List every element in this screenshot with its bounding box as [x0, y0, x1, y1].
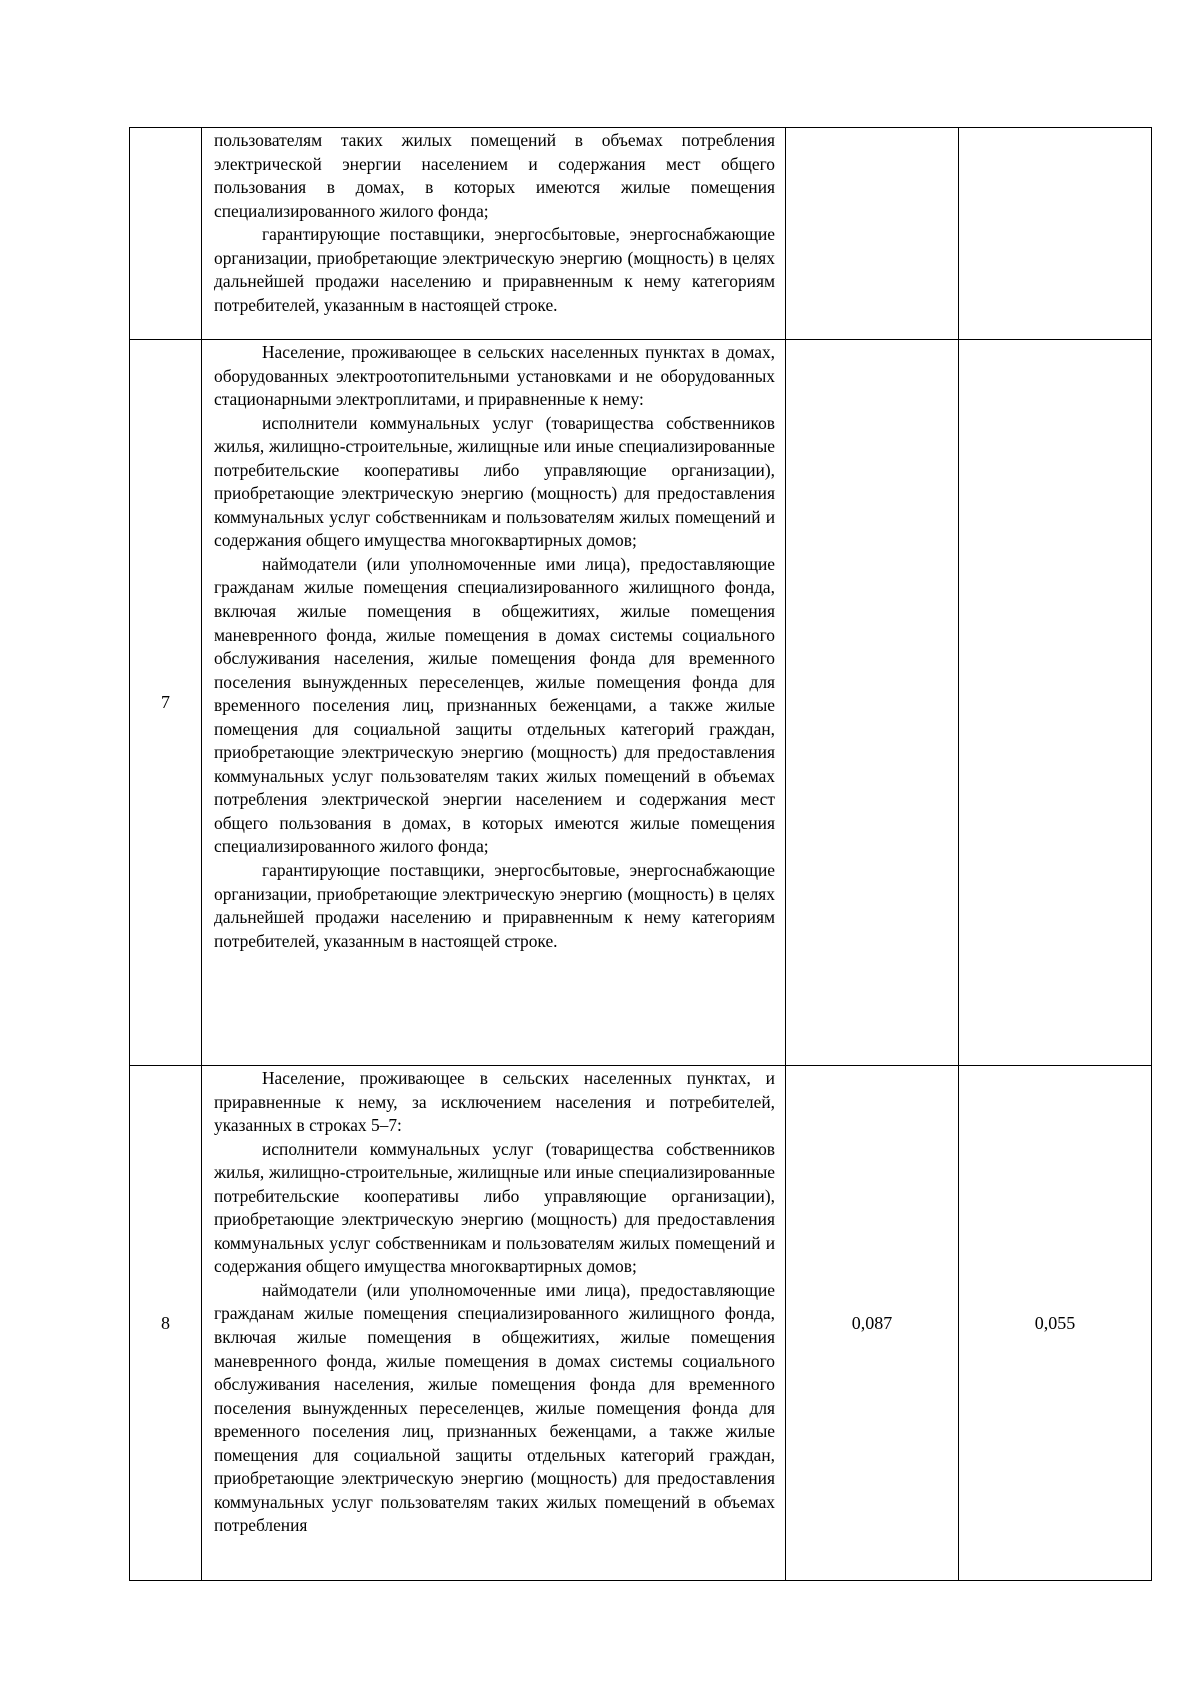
- row-value-2: [959, 340, 1152, 1066]
- description-paragraph: наймодатели (или уполномоченные ими лица), предоставляющие гражданам жилые помещения специализированного жилищного фонда, включая жилые помещения в общежитиях, жилые помещения маневренного фонда, жилые помещения в домах системы социального обслуживания населения, жилые помещения фонда для временного поселения вынужденных переселенцев, жилые помещения фонда для временного поселения лиц, признанных беженцами, а также жилые помещения для социальной защиты отдельных категорий граждан, приобретающие электрическую энергию (мощность) для предоставления коммунальных услуг пользователям таких жилых помещений в объемах потребления: [214, 1279, 775, 1536]
- tariff-table: [129, 127, 1152, 1581]
- row-value-2: 0,055: [959, 1066, 1152, 1581]
- row-description: [202, 128, 786, 340]
- description-paragraph: Население, проживающее в сельских населенных пунктах, и приравненные к нему, за исключением населения и потребителей, указанных в строках 5–7:: [214, 1068, 775, 1136]
- description-paragraph: пользователям таких жилых помещений в объемах потребления электрической энергии населением и содержания мест общего пользования в домах, в которых имеются жилые помещения специализированного жилого фонда;: [214, 130, 775, 221]
- table-row: [130, 340, 1152, 1066]
- row-description: [202, 1066, 786, 1581]
- description-paragraph: Население, проживающее в сельских населенных пунктах в домах, оборудованных электроотопительными установками и не оборудованных стационарными электроплитами, и приравненные к нему:: [214, 342, 775, 410]
- table-row: [130, 128, 1152, 340]
- row-value-1: [786, 340, 959, 1066]
- description-paragraph: исполнители коммунальных услуг (товарищества собственников жилья, жилищно-строительные, жилищные или иные специализированные потребительские кооперативы либо управляющие организации), приобретающие электрическую энергию (мощность) для предоставления коммунальных услуг собственникам и пользователям жилых помещений и содержания общего имущества многоквартирных домов;: [214, 1138, 775, 1277]
- table-row: [130, 1066, 1152, 1581]
- description-paragraph: гарантирующие поставщики, энергосбытовые, энергоснабжающие организации, приобретающие электрическую энергию (мощность) в целях дальнейшей продажи населению и приравненным к нему категориям потребителей, указанным в настоящей строке.: [214, 860, 775, 951]
- description-paragraph: исполнители коммунальных услуг (товарищества собственников жилья, жилищно-строительные, жилищные или иные специализированные потребительские кооперативы либо управляющие организации), приобретающие электрическую энергию (мощность) для предоставления коммунальных услуг собственникам и пользователям жилых помещений и содержания общего имущества многоквартирных домов;: [214, 412, 775, 551]
- row-description: [202, 340, 786, 1066]
- row-number: [130, 128, 202, 340]
- description-paragraph: гарантирующие поставщики, энергосбытовые, энергоснабжающие организации, приобретающие электрическую энергию (мощность) в целях дальнейшей продажи населению и приравненным к нему категориям потребителей, указанным в настоящей строке.: [214, 224, 775, 315]
- row-value-1: 0,087: [786, 1066, 959, 1581]
- row-value-1: [786, 128, 959, 340]
- row-number: 8: [130, 1066, 202, 1581]
- row-value-2: [959, 128, 1152, 340]
- description-paragraph: наймодатели (или уполномоченные ими лица), предоставляющие гражданам жилые помещения специализированного жилищного фонда, включая жилые помещения в общежитиях, жилые помещения маневренного фонда, жилые помещения в домах системы социального обслуживания населения, жилые помещения фонда для временного поселения вынужденных переселенцев, жилые помещения фонда для временного поселения лиц, признанных беженцами, а также жилые помещения для социальной защиты отдельных категорий граждан, приобретающие электрическую энергию (мощность) для предоставления коммунальных услуг пользователям таких жилых помещений в объемах потребления электрической энергии населением и содержания мест общего пользования в домах, в которых имеются жилые помещения специализированного жилого фонда;: [214, 553, 775, 857]
- row-number: 7: [130, 340, 202, 1066]
